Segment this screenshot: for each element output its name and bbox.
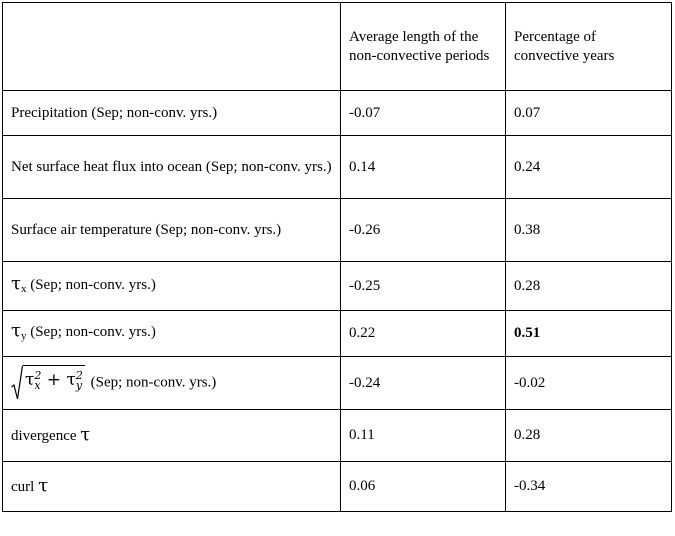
- row-label: [3, 462, 341, 512]
- cell-avg-length: -0.07: [341, 91, 506, 136]
- row-label: Net surface heat flux into ocean (Sep; non-conv. yrs.): [3, 136, 341, 199]
- cell-percent-convective: 0.28: [506, 262, 672, 311]
- header-empty-cell: [3, 3, 341, 91]
- cell-percent-convective: 0.38: [506, 199, 672, 262]
- row-label-text: divergence: [11, 428, 81, 444]
- subscript: x: [20, 282, 27, 295]
- cell-avg-length: 0.06: [341, 462, 506, 512]
- table-row: [3, 311, 672, 357]
- row-label-suffix: (Sep; non-conv. yrs.): [86, 374, 217, 391]
- cell-avg-length: -0.26: [341, 199, 506, 262]
- tau-symbol: τ: [80, 424, 91, 445]
- cell-avg-length: 0.11: [341, 410, 506, 462]
- cell-percent-convective: 0.24: [506, 136, 672, 199]
- cell-percent-convective-significant: 0.51: [506, 311, 672, 357]
- table-row: [3, 357, 672, 410]
- table-row: [3, 136, 672, 199]
- row-label-suffix: (Sep; non-conv. yrs.): [26, 324, 156, 340]
- row-label: [3, 410, 341, 462]
- subscript: y: [20, 330, 27, 342]
- row-label: [3, 357, 341, 410]
- table-row: [3, 91, 672, 136]
- cell-avg-length: -0.24: [341, 357, 506, 410]
- correlation-table: [2, 2, 672, 512]
- table-row: [3, 199, 672, 262]
- tau-symbol: τ: [11, 320, 21, 341]
- cell-percent-convective: -0.34: [506, 462, 672, 512]
- header-row: [3, 3, 672, 91]
- row-label: Surface air temperature (Sep; non-conv. yrs.): [3, 199, 341, 262]
- header-avg-length: Average length of the non-convective periods: [341, 3, 506, 91]
- sqrt-formula: [11, 365, 85, 401]
- row-label: [3, 262, 341, 311]
- tau-symbol: τ: [38, 475, 49, 496]
- table-row: [3, 262, 672, 311]
- radical-sign-icon: [11, 365, 23, 401]
- cell-avg-length: 0.22: [341, 311, 506, 357]
- cell-percent-convective: -0.02: [506, 357, 672, 410]
- row-label: Precipitation (Sep; non-conv. yrs.): [3, 91, 341, 136]
- row-label-text: curl: [11, 479, 39, 495]
- row-label-suffix: (Sep; non-conv. yrs.): [26, 276, 156, 293]
- tau-symbol: τ: [11, 272, 21, 294]
- cell-percent-convective: 0.28: [506, 410, 672, 462]
- table-row: [3, 410, 672, 462]
- radicand: τ 2 x + τ 2 y: [23, 365, 85, 401]
- cell-avg-length: -0.25: [341, 262, 506, 311]
- cell-avg-length: 0.14: [341, 136, 506, 199]
- header-percent-convective: Percentage of convective years: [506, 3, 672, 91]
- cell-percent-convective: 0.07: [506, 91, 672, 136]
- row-label: [3, 311, 341, 357]
- table-row: [3, 462, 672, 512]
